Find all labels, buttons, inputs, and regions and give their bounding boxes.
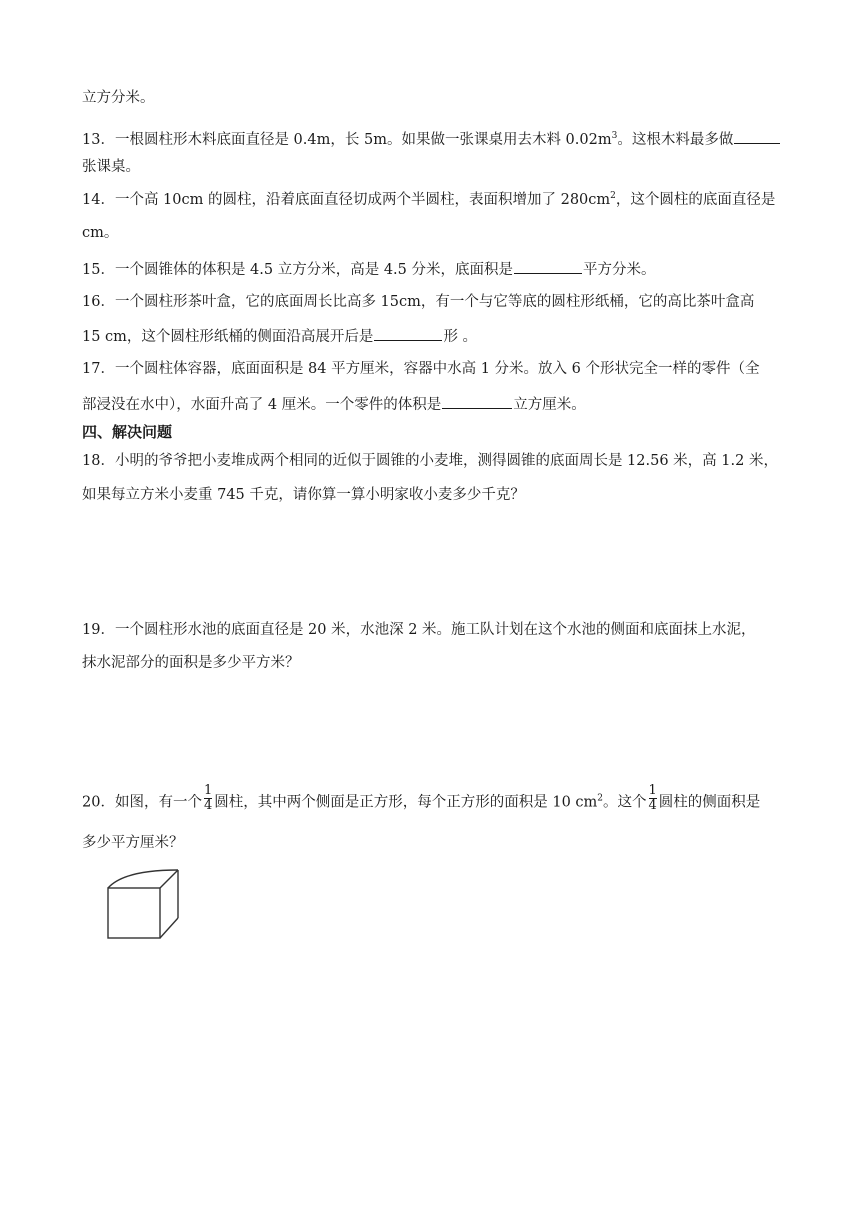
answer-blank-17[interactable] [442,393,512,409]
question-18-cont: 如果每立方米小麦重 745 千克，请你算一算小明家收小麦多少千克？ [82,487,525,503]
answer-blank-16[interactable] [374,325,442,341]
question-12-tail: 立方分米。 [82,90,155,106]
question-20-cont: 多少平方厘米？ [82,835,184,851]
section-heading: 四、解决问题 [82,423,173,441]
question-18: 18．小明的爷爷把小麦堆成两个相同的近似于圆锥的小麦堆，测得圆锥的底面周长是 12.56 米，高 1.2 米， [82,453,778,469]
question-13-cont: 张课桌。 [82,159,140,175]
question-14: 14．一个高 10cm 的圆柱，沿着底面直径切成两个半圆柱，表面积增加了 $280cm^2$，这个圆柱的底面直径是 [82,191,776,208]
answer-blank-13[interactable] [734,128,780,144]
question-17-cont: 部浸没在水中），水面升高了 4 厘米。一个零件的体积是 立方厘米。 [82,393,812,415]
question-13: 13．一根圆柱形木料底面直径是 0.4m，长 5m。如果做一张课桌用去木料 $0.02m^3$。这根木料最多做 [82,128,812,150]
question-14-cont: cm。 [82,225,119,241]
question-20: 20．如图，有一个 $\frac{1}{4}$ 圆柱，其中两个侧面是正方形，每个正方形的面积是 10 $cm^2$。这个 $\frac{1}{4}$ 圆柱的侧面积是 [82,783,761,813]
fraction-one-quarter: $\frac{1}{4}$ [203,783,213,813]
fraction-one-quarter: $\frac{1}{4}$ [648,783,657,813]
quarter-cylinder-icon [104,866,184,944]
question-16: 16．一个圆柱形茶叶盒，它的底面周长比高多 15cm，有一个与它等底的圆柱形纸桶，它的高比茶叶盒高 [82,294,755,310]
question-19-cont: 抹水泥部分的面积是多少平方米？ [82,655,300,671]
question-16-cont: 15 cm，这个圆柱形纸桶的侧面沿高展开后是 形 。 [82,325,812,347]
question-19: 19．一个圆柱形水池的底面直径是 20 米，水池深 2 米。施工队计划在这个水池的侧面和底面抹上水泥， [82,622,756,638]
question-15: 15．一个圆锥体的体积是 4.5 立方分米，高是 4.5 分米，底面积是 平方分米。 [82,258,812,280]
quarter-cylinder-figure [104,866,184,948]
answer-blank-15[interactable] [514,258,582,274]
question-17: 17．一个圆柱体容器，底面面积是 84 平方厘米，容器中水高 1 分米。放入 6 个形状完全一样的零件（全 [82,361,760,377]
